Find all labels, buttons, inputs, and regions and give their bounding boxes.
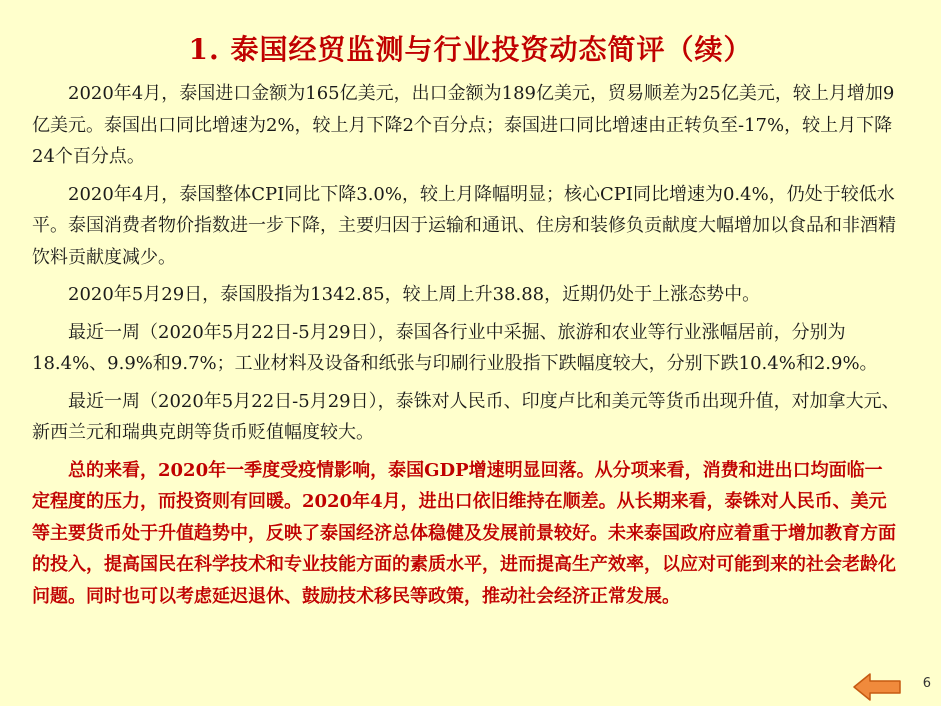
slide-title: 1. 泰国经贸监测与行业投资动态简评（续） bbox=[188, 33, 753, 66]
slide-body bbox=[32, 78, 900, 618]
paragraph-trade: 2020年4月，泰国进口金额为165亿美元，出口金额为189亿美元，贸易顺差为25亿美元，较上月增加9亿美元。泰国出口同比增速为2%，较上月下降2个百分点；泰国进口同比增速由正转负至-17%，较上月下降24个百分点。 bbox=[32, 83, 895, 167]
paragraph-cpi: 2020年4月，泰国整体CPI同比下降3.0%，较上月降幅明显；核心CPI同比增速为0.4%，仍处于较低水平。泰国消费者物价指数进一步下降，主要归因于运输和通讯、住房和装修负贡献度大幅增加以食品和非酒精饮料贡献度减少。 bbox=[32, 183, 896, 268]
paragraph-currency: 最近一周（2020年5月22日-5月29日），泰铢对人民币、印度卢比和美元等货币出现升值，对加拿大元、新西兰元和瑞典克朗等货币贬值幅度较大。 bbox=[32, 390, 900, 443]
paragraph-stock-index: 2020年5月29日，泰国股指为1342.85，较上周上升38.88，近期仍处于上涨态势中。 bbox=[68, 284, 761, 305]
page-number: 6 bbox=[922, 676, 931, 691]
paragraph-summary: 总的来看，2020年一季度受疫情影响，泰国GDP增速明显回落。从分项来看，消费和进出口均面临一定程度的压力，而投资则有回暖。2020年4月，进出口依旧维持在顺差。从长期来看，泰铢对人民币、美元等主要货币处于升值趋势中，反映了泰国经济总体稳健及发展前景较好。未来泰国政府应着重于增加教育方面的投入，提高国民在科学技术和专业技能方面的素质水平，进而提高生产效率，以应对可能到来的社会老龄化问题。同时也可以考虑延迟退休、鼓励技术移民等政策，推动社会经济正常发展。 bbox=[32, 459, 896, 607]
paragraph-industry: 最近一周（2020年5月22日-5月29日），泰国各行业中采掘、旅游和农业等行业涨幅居前，分别为18.4%、9.9%和9.7%；工业材料及设备和纸张与印刷行业股指下跌幅度较大，分别下跌10.4%和2.9%。 bbox=[32, 321, 878, 374]
left-arrow-icon bbox=[852, 672, 902, 702]
back-button[interactable] bbox=[852, 672, 902, 702]
